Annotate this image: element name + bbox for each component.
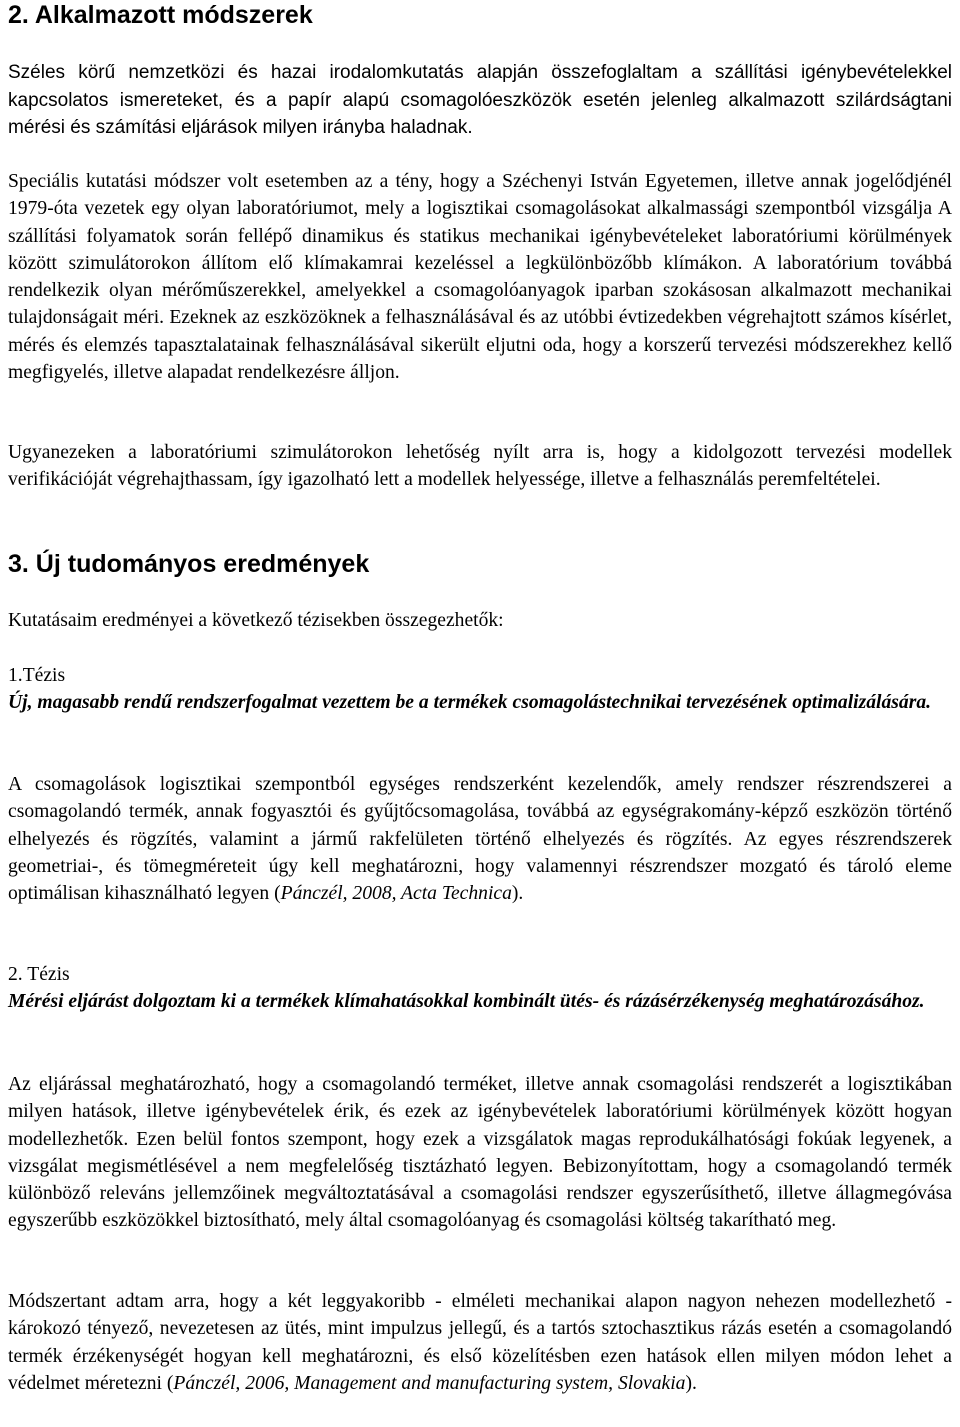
thesis-2-paragraph-2-end: ). <box>685 1372 697 1394</box>
thesis-2-citation: Pánczél, 2006, Management and manufacturing system, Slovakia <box>173 1372 686 1394</box>
section-2-heading: 2. Alkalmazott módszerek <box>8 1 313 29</box>
thesis-1-label: 1.Tézis <box>8 665 66 686</box>
thesis-2-paragraph-2 <box>8 1288 952 1397</box>
thesis-2-title: Mérési eljárást dolgoztam ki a termékek klímahatásokkal kombinált ütés- és rázásérzékenység meghatározásához. <box>8 991 925 1012</box>
thesis-2-label: 2. Tézis <box>8 964 70 985</box>
thesis-2-paragraph-2-text: Módszertant adtam arra, hogy a két leggyakoribb - elméleti mechanikai alapon nagyon nehezen modellezhető - károkozó tényező, nevezetesen az ütés, mint impulzus jellegű, és a tartós sztochasztikus rázás esetén a csomagolandó termék érzékenységét hogyan kell meghatározni, és első közelítésben ezen hatások ellen milyen módon lehet a védelmet méretezni ( <box>8 1291 952 1394</box>
thesis-1-body-text: A csomagolások logisztikai szempontból egységes rendszerként kezelendők, amely rendszer részrendszerei a csomagolandó termék, annak fogyasztói és gyűjtőcsomagolása, továbbá az egységrakomány-képző eszközön történő elhelyezés és rögzítés, valamint a jármű rakfelületen történő elhelyezés és rögzítés. Az egyes részrendszerek geometriai-, és tömegméreteit úgy kell meghatározni, hogy valamennyi részrendszer mozgató és tároló eleme optimálisan kihasználható legyen ( <box>8 774 952 905</box>
section-3-heading: 3. Új tudományos eredmények <box>8 550 370 578</box>
section-2-paragraph-1: Széles körű nemzetközi és hazai irodalomkutatás alapján összefoglaltam a szállítási igénybevételekkel kapcsolatos ismereteket, és a papír alapú csomagolóeszközök esetén jelenleg alkalmazott szilárdságtani mérési és számítási eljárások milyen irányba haladnak. <box>8 62 952 138</box>
thesis-2-paragraph-1: Az eljárással meghatározható, hogy a csomagolandó terméket, illetve annak csomagolási rendszerét a logisztikában milyen hatások, illetve igénybevételek érik, és ezek az igénybevételek laboratóriumi körülmények között hogyan modellezhetők. Ezen belül fontos szempont, hogy ezek a vizsgálatok magas reprodukálhatósági fokúak legyenek, a vizsgálat megismétlésével a nem megfelelőség tisztázható legyen. Bebizonyítottam, hogy a csomagolandó termék különböző releváns jellemzőinek megváltoztatásával a csomagolási rendszer egyszerűsíthető, illetve állagmegóvása egyszerűbb eszközökkel biztosítható, mely által csomagolóanyag és csomagolási költség takarítható meg. <box>8 1074 952 1232</box>
thesis-1-body-end: ). <box>511 883 524 905</box>
thesis-1-title: Új, magasabb rendű rendszerfogalmat vezettem be a termékek csomagolástechnikai tervezésének optimalizálására. <box>8 692 932 713</box>
section-2-paragraph-2: Speciális kutatási módszer volt esetemben az a tény, hogy a Széchenyi István Egyetemen, illetve annak jogelődjénél 1979-óta vezetek egy olyan laboratóriumot, mely a logisztikai csomagolásokat alkalmassági szempontból vizsgálja A szállítási folyamatok során fellépő dinamikus és statikus mechanikai igénybevételeket laboratóriumi körülmények között szimulátorokon állítom elő klímakamrai kezeléssel a legkülönbözőbb klímákon. A laboratórium továbbá rendelkezik olyan mérőműszerekkel, amelyekkel a csomagolóanyagok iparban szokásosan alkalmazott mechanikai tulajdonságait méri. Ezeknek az eszközöknek a felhasználásával és az utóbbi évtizedekben végrehajtott számos kísérlet, mérés és elemzés tapasztalatainak felhasználásával sikerült eljutni oda, hogy a korszerű tervezési módszerekhez kellő megfigyelés, illetve alapadat rendelkezésre álljon. <box>8 171 952 384</box>
section-3-intro: Kutatásaim eredményei a következő tézisekben összegezhetők: <box>8 610 504 631</box>
section-2-paragraph-3: Ugyanezeken a laboratóriumi szimulátorokon lehetőség nyílt arra is, hogy a kidolgozott tervezési modellek verifikációját végrehajthassam, így igazolható lett a modellek helyessége, illetve a felhasználás peremfeltételei. <box>8 442 952 491</box>
thesis-1-body <box>8 771 952 907</box>
thesis-1-citation: Pánczél, 2008, Acta Technica <box>280 883 512 905</box>
